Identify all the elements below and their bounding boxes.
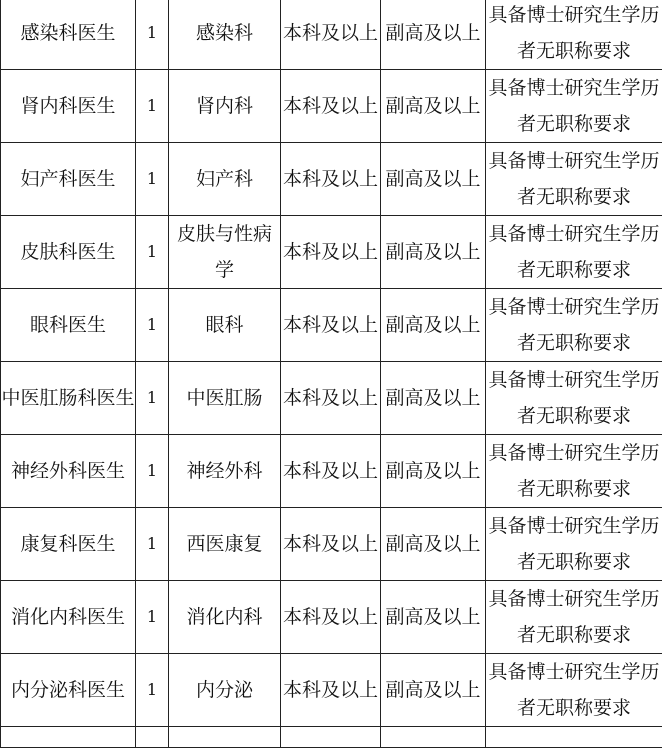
cell-count: 1 [136, 216, 169, 289]
cell-education: 本科及以上 [281, 435, 381, 508]
cell-title: 副高及以上 [381, 289, 486, 362]
cell-title: 副高及以上 [381, 508, 486, 581]
cell-count: 1 [136, 289, 169, 362]
cell-count: 1 [136, 362, 169, 435]
empty-cell [486, 727, 662, 748]
cell-note: 具备博士研究生学历者无职称要求 [486, 435, 662, 508]
cell-note: 具备博士研究生学历者无职称要求 [486, 654, 662, 727]
cell-count: 1 [136, 0, 169, 70]
table-row [1, 654, 662, 727]
cell-education: 本科及以上 [281, 143, 381, 216]
table-row [1, 143, 662, 216]
cell-education: 本科及以上 [281, 508, 381, 581]
cell-major: 消化内科 [169, 581, 281, 654]
cell-count: 1 [136, 508, 169, 581]
cell-position: 肾内科医生 [1, 70, 136, 143]
empty-cell [1, 727, 136, 748]
cell-note: 具备博士研究生学历者无职称要求 [486, 0, 662, 70]
empty-cell [136, 727, 169, 748]
cell-note: 具备博士研究生学历者无职称要求 [486, 143, 662, 216]
cell-position: 康复科医生 [1, 508, 136, 581]
cell-title: 副高及以上 [381, 216, 486, 289]
cell-position: 妇产科医生 [1, 143, 136, 216]
cell-major: 感染科 [169, 0, 281, 70]
cell-education: 本科及以上 [281, 216, 381, 289]
cell-major: 神经外科 [169, 435, 281, 508]
cell-education: 本科及以上 [281, 289, 381, 362]
cell-position: 皮肤科医生 [1, 216, 136, 289]
cell-education: 本科及以上 [281, 654, 381, 727]
cell-count: 1 [136, 435, 169, 508]
table-row [1, 581, 662, 654]
cell-title: 副高及以上 [381, 435, 486, 508]
cell-title: 副高及以上 [381, 0, 486, 70]
cell-position: 神经外科医生 [1, 435, 136, 508]
table-row [1, 362, 662, 435]
empty-cell [381, 727, 486, 748]
cell-note: 具备博士研究生学历者无职称要求 [486, 362, 662, 435]
cell-position: 中医肛肠科医生 [1, 362, 136, 435]
cell-position: 感染科医生 [1, 0, 136, 70]
cell-title: 副高及以上 [381, 362, 486, 435]
cell-position: 消化内科医生 [1, 581, 136, 654]
table-row [1, 216, 662, 289]
cell-count: 1 [136, 654, 169, 727]
cell-position: 内分泌科医生 [1, 654, 136, 727]
table-body [1, 0, 662, 748]
cell-position: 眼科医生 [1, 289, 136, 362]
cell-major: 中医肛肠 [169, 362, 281, 435]
cell-education: 本科及以上 [281, 362, 381, 435]
cell-count: 1 [136, 581, 169, 654]
cell-major: 皮肤与性病学 [169, 216, 281, 289]
cell-major: 眼科 [169, 289, 281, 362]
table-row [1, 508, 662, 581]
cell-note: 具备博士研究生学历者无职称要求 [486, 289, 662, 362]
table-row-partial [1, 727, 662, 748]
cell-education: 本科及以上 [281, 70, 381, 143]
cell-note: 具备博士研究生学历者无职称要求 [486, 508, 662, 581]
cell-major: 内分泌 [169, 654, 281, 727]
cell-title: 副高及以上 [381, 70, 486, 143]
cell-title: 副高及以上 [381, 143, 486, 216]
empty-cell [169, 727, 281, 748]
cell-education: 本科及以上 [281, 0, 381, 70]
cell-major: 妇产科 [169, 143, 281, 216]
cell-education: 本科及以上 [281, 581, 381, 654]
cell-major: 西医康复 [169, 508, 281, 581]
cell-count: 1 [136, 70, 169, 143]
empty-cell [281, 727, 381, 748]
cell-major: 肾内科 [169, 70, 281, 143]
cell-note: 具备博士研究生学历者无职称要求 [486, 581, 662, 654]
cell-note: 具备博士研究生学历者无职称要求 [486, 216, 662, 289]
table-row [1, 435, 662, 508]
table-row [1, 0, 662, 70]
cell-count: 1 [136, 143, 169, 216]
cell-note: 具备博士研究生学历者无职称要求 [486, 70, 662, 143]
table-row [1, 289, 662, 362]
table-row [1, 70, 662, 143]
cell-title: 副高及以上 [381, 654, 486, 727]
cell-title: 副高及以上 [381, 581, 486, 654]
